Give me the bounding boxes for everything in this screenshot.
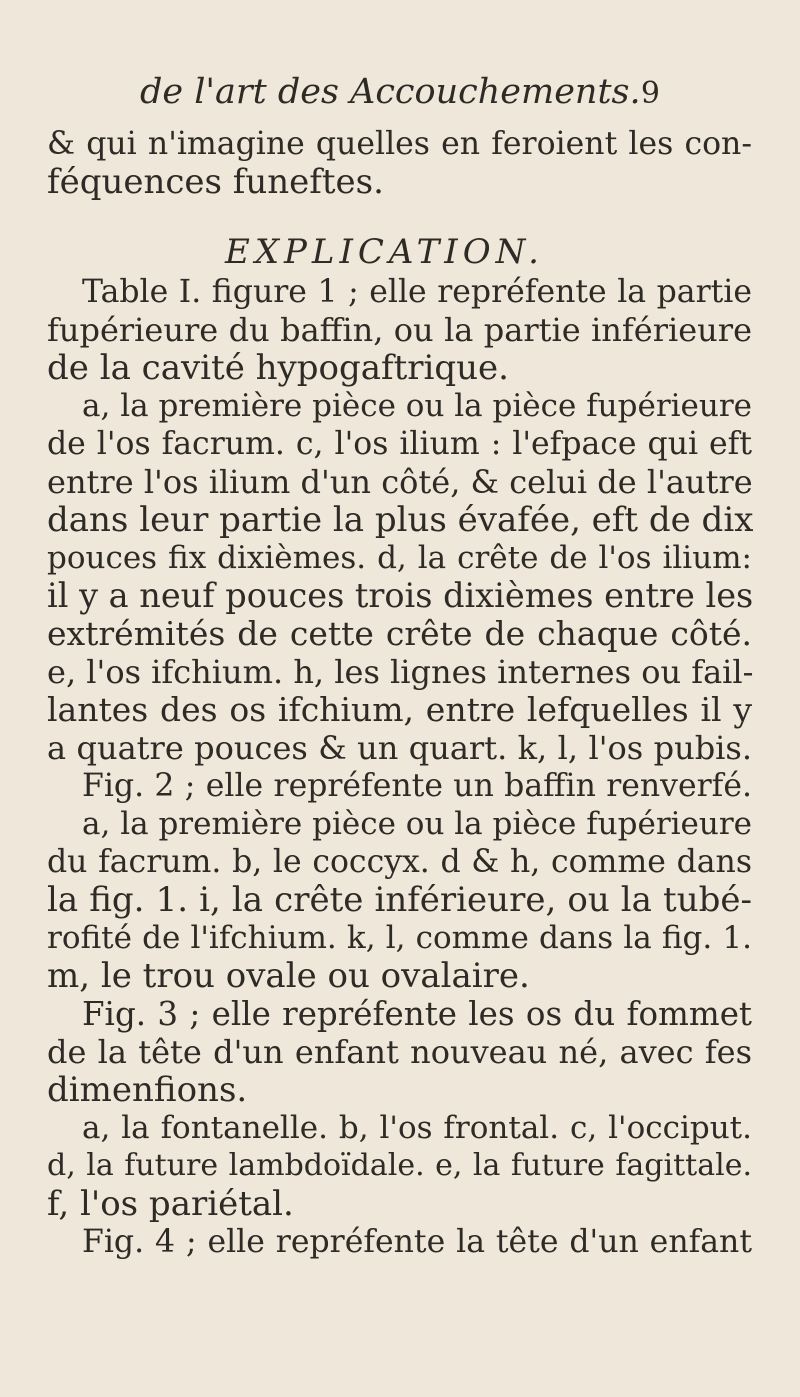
running-header	[140, 72, 660, 122]
text-line: féquences funeftes.	[47, 162, 384, 202]
text-line: a, la première pièce ou la pièce fupérieure	[82, 806, 753, 842]
text-line: rofité de l'ifchium. k, l, comme dans la fig. 1.	[47, 920, 752, 956]
text-line: pouces fix dixièmes. d, la crête de l'os ilium:	[47, 540, 752, 576]
text-line: a, la fontanelle. b, l'os frontal. c, l'occiput.	[82, 1110, 752, 1146]
text-line: a, la première pièce ou la pièce fupérieure	[82, 388, 753, 424]
text-line: de l'os facrum. c, l'os ilium : l'efpace qui eft	[47, 426, 752, 462]
text-line: a quatre pouces & un quart. k, l, l'os pubis.	[47, 729, 752, 767]
text-line: f, l'os pariétal.	[47, 1184, 294, 1224]
text-line: e, l'os ifchium. h, les lignes internes ou fail-	[47, 653, 754, 691]
text-line: & qui n'imagine quelles en feroient les con-	[47, 126, 752, 162]
text-line: lantes des os ifchium, entre lefquelles il y	[47, 690, 752, 729]
text-line: du facrum. b, le coccyx. d & h, comme dans	[47, 844, 752, 880]
text-line: entre l'os ilium d'un côté, & celui de l'autre	[47, 463, 753, 501]
text-line: fupérieure du baffin, ou la partie inférieure	[47, 311, 752, 349]
text-line: dans leur partie la plus évafée, eft de dix	[47, 500, 754, 540]
text-line: il y a neuf pouces trois dixièmes entre les	[47, 576, 754, 615]
running-title: de l'art des Accouchements.	[140, 72, 641, 112]
text-line: m, le trou ovale ou ovalaire.	[47, 956, 530, 996]
text-line: Fig. 2 ; elle repréfente un baffin renverfé.	[82, 768, 752, 804]
text-line: de la tête d'un enfant nouveau né, avec fes	[47, 1033, 752, 1071]
text-line: d, la future lambdoïdale. e, la future fagittale.	[47, 1148, 752, 1183]
text-line: extrémités de cette crête de chaque côté.	[47, 614, 752, 653]
text-line: Table I. figure 1 ; elle repréfente la partie	[82, 274, 752, 310]
text-line: Fig. 3 ; elle repréfente les os du fommet	[82, 995, 752, 1033]
text-line: Fig. 4 ; elle repréfente la tête d'un enfant	[82, 1224, 752, 1260]
text-line: dimenfions.	[47, 1070, 248, 1110]
text-line: de la cavité hypogaftrique.	[47, 348, 509, 388]
page-number: 9	[640, 76, 660, 111]
section-heading: EXPLICATION.	[225, 232, 544, 272]
text-line: la fig. 1. i, la crête inférieure, ou la tubé-	[47, 880, 752, 920]
